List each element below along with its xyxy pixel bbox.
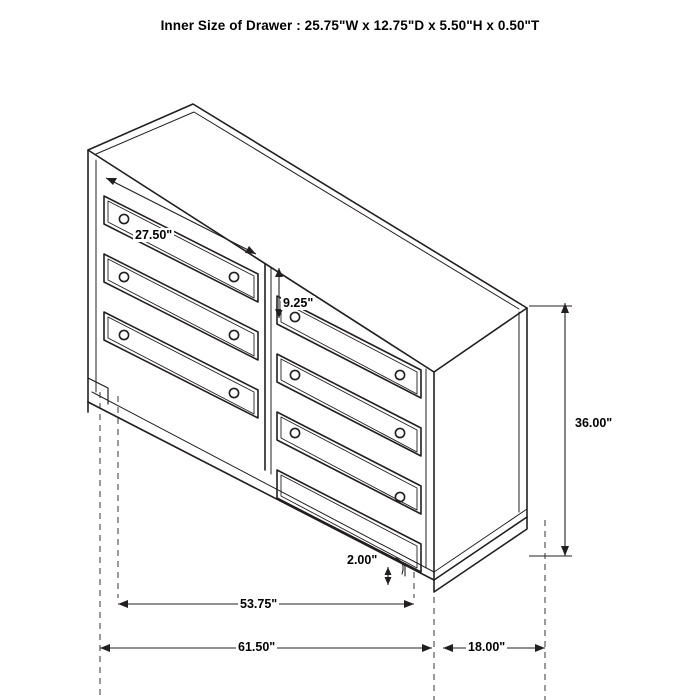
base-left-detail — [88, 378, 108, 404]
drawer-knob — [395, 370, 404, 379]
drawer-knob — [119, 214, 128, 223]
drawer-knob — [290, 312, 299, 321]
page-title: Inner Size of Drawer : 25.75"W x 12.75"D x 5.50"H x 0.50"T — [160, 18, 540, 33]
dim-label-18-00: 18.00" — [468, 640, 506, 654]
drawer-front-right-1 — [277, 354, 421, 456]
dim-label-9-25: 9.25" — [283, 296, 314, 310]
base-plinth — [434, 517, 527, 592]
drawer-front-right-2 — [277, 412, 421, 514]
dim-label-36-00: 36.00" — [575, 416, 613, 430]
drawer-knob — [119, 330, 128, 339]
dim-line-27-50 — [106, 178, 256, 254]
dim-label-53-75: 53.75" — [240, 597, 278, 611]
dim-label-61-50: 61.50" — [238, 640, 276, 654]
drawer-knob — [290, 428, 299, 437]
drawer-knob — [229, 330, 238, 339]
drawer-front-left-1 — [104, 196, 258, 302]
dim-label-27-50: 27.50" — [135, 228, 173, 242]
drawer-knob — [395, 428, 404, 437]
drawer-front-left-2 — [104, 254, 258, 360]
dim-label-2-00: 2.00" — [347, 553, 378, 567]
cabinet-side-bottom-line — [434, 517, 527, 580]
drawer-knob — [290, 370, 299, 379]
drawer-knob — [395, 492, 404, 501]
drawer-knob — [229, 388, 238, 397]
drawer-knob — [229, 272, 238, 281]
drawer-knob — [119, 272, 128, 281]
drawer-front-right-0 — [277, 296, 421, 398]
drawer-front-left-3 — [104, 312, 258, 418]
cabinet-front-bottom-line — [88, 402, 434, 580]
